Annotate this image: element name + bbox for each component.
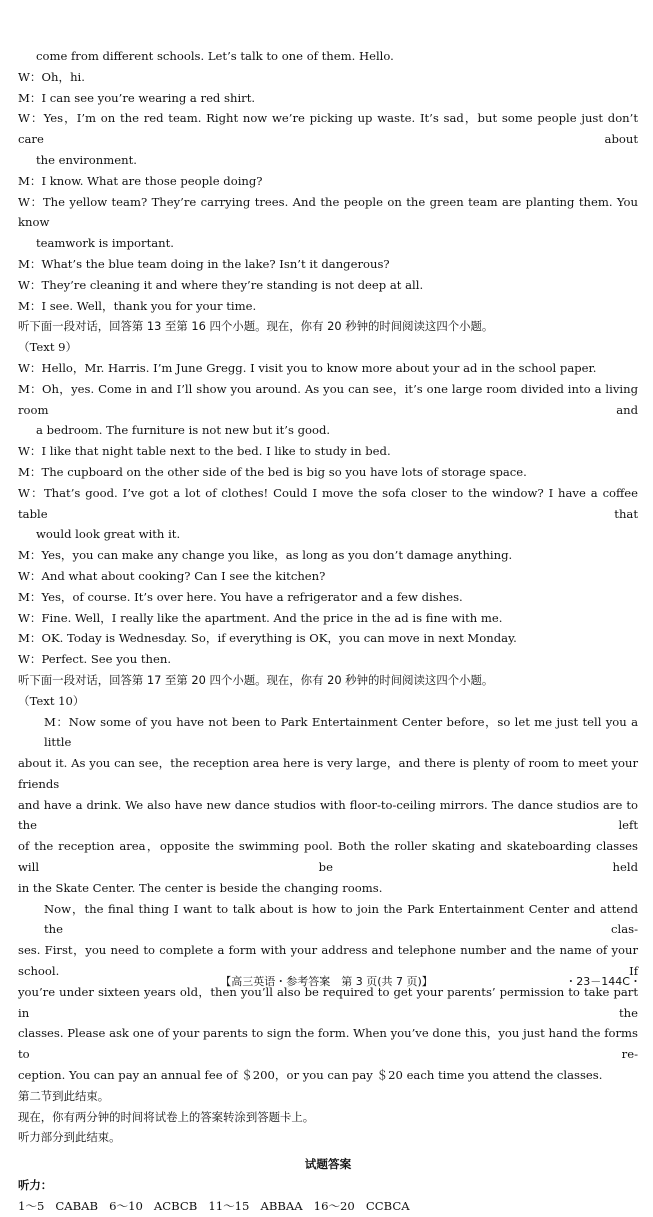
dialogue-line: W：Perfect. See you then.: [18, 652, 172, 667]
answers-title: 试题答案: [304, 1157, 352, 1172]
text-label: （Text 10）: [18, 693, 85, 708]
dialogue-line: W：Oh，hi.: [18, 69, 85, 84]
closing-line: 现在，你有两分钟的时间将试卷上的答案转涂到答题卡上。: [18, 1109, 315, 1124]
dialogue-line: M：I know. What are those people doing?: [18, 173, 263, 188]
dialogue-line: M：OK. Today is Wednesday. So，if everything is OK，you can move in next Monday.: [18, 631, 517, 646]
monologue-line: M：Now some of you have not been to Park Entertainment Center before，so let me just tell you a little: [44, 714, 638, 750]
monologue-line: and have a drink. We also have new dance studios with floor-to-ceiling mirrors. The dance studios are to the left: [18, 797, 638, 833]
footer-code: ・23－144C・: [565, 975, 641, 988]
dialogue-line: M：I can see you’re wearing a red shirt.: [18, 90, 256, 105]
dialogue-line: W：Fine. Well，I really like the apartment. And the price in the ad is fine with me.: [18, 610, 503, 625]
dialogue-line: M：Yes，you can make any change you like，as long as you don’t damage anything.: [18, 548, 513, 563]
dialogue-line: would look great with it.: [36, 527, 181, 542]
dialogue-line: W：I like that night table next to the bed. I like to study in bed.: [18, 444, 391, 459]
dialogue-line: M：What’s the blue team doing in the lake? Isn’t it dangerous?: [18, 256, 390, 271]
closing-line: 听力部分到此结束。: [18, 1130, 121, 1145]
dialogue-line: come from different schools. Let’s talk to one of them. Hello.: [36, 49, 394, 63]
dialogue-line: W：Hello，Mr. Harris. I’m June Gregg. I visit you to know more about your ad in the school paper.: [18, 360, 597, 375]
dialogue-line: teamwork is important.: [36, 236, 174, 251]
dialogue-line: the environment.: [36, 152, 137, 167]
dialogue-line: W：They’re cleaning it and where they’re standing is not deep at all.: [18, 277, 424, 292]
monologue-line: ses. First，you need to complete a form with your address and telephone number and the name of your school. If: [18, 943, 638, 979]
monologue-line: about it. As you can see，the reception area here is very large，and there is plenty of room to meet your friends: [18, 756, 638, 791]
footer-title: 【高三英语・参考答案 第 3 页(共 7 页)】: [220, 975, 433, 988]
dialogue-line: W：The yellow team? They’re carrying trees. And the people on the green team are planting them. You know: [18, 194, 638, 230]
dialogue-line: W：Yes，I’m on the red team. Right now we’re picking up waste. It’s sad，but some people just don’t care about: [18, 111, 638, 147]
dialogue-line: M：The cupboard on the other side of the bed is big so you have lots of storage space.: [18, 464, 527, 479]
monologue-line: Now，the final thing I want to talk about is how to join the Park Entertainment Center and attend the clas-: [44, 901, 638, 937]
closing-line: 第二节到此结束。: [18, 1088, 110, 1103]
monologue-line: classes. Please ask one of your parents to sign the form. When you’ve done this，you just hand the forms to re-: [18, 1026, 638, 1062]
dialogue-line: M：Yes，of course. It’s over here. You have a refrigerator and a few dishes.: [18, 589, 463, 604]
monologue-line: in the Skate Center. The center is beside the changing rooms.: [18, 880, 383, 895]
page-footer: [0, 972, 653, 992]
transcript-body: [18, 46, 638, 1217]
dialogue-line: M：I see. Well，thank you for your time.: [18, 298, 257, 313]
section-instruction: 听下面一段对话，回答第 13 至第 16 四个小题。现在，你有 20 秒钟的时间阅读这四个小题。: [18, 319, 494, 334]
dialogue-line: W：And what about cooking? Can I see the kitchen?: [18, 568, 326, 583]
dialogue-line: a bedroom. The furniture is not new but it’s good.: [36, 423, 331, 438]
text-label: （Text 9）: [18, 340, 78, 355]
monologue-line: you’re under sixteen years old，then you’ll also be required to get your parents’ permission to take part in the: [18, 984, 638, 1020]
section-instruction: 听下面一段对话，回答第 17 至第 20 四个小题。现在，你有 20 秒钟的时间阅读这四个小题。: [18, 672, 494, 687]
monologue-line: ception. You can pay an annual fee of ＄200，or you can pay ＄20 each time you attend the classes.: [18, 1068, 603, 1083]
monologue-line: of the reception area，opposite the swimming pool. Both the roller skating and skateboarding classes will be held: [18, 839, 638, 875]
answers-line: 1～5 CABAB 6～10 ACBCB 11～15 ABBAA 16～20 CCBCA: [18, 1198, 410, 1213]
listening-label: 听力：: [18, 1178, 53, 1193]
dialogue-line: W：That’s good. I’ve got a lot of clothes! Could I move the sofa closer to the window? I have a coffee table that: [18, 485, 638, 521]
dialogue-line: M：Oh，yes. Come in and I’ll show you around. As you can see，it’s one large room divided into a living room and: [18, 381, 638, 417]
